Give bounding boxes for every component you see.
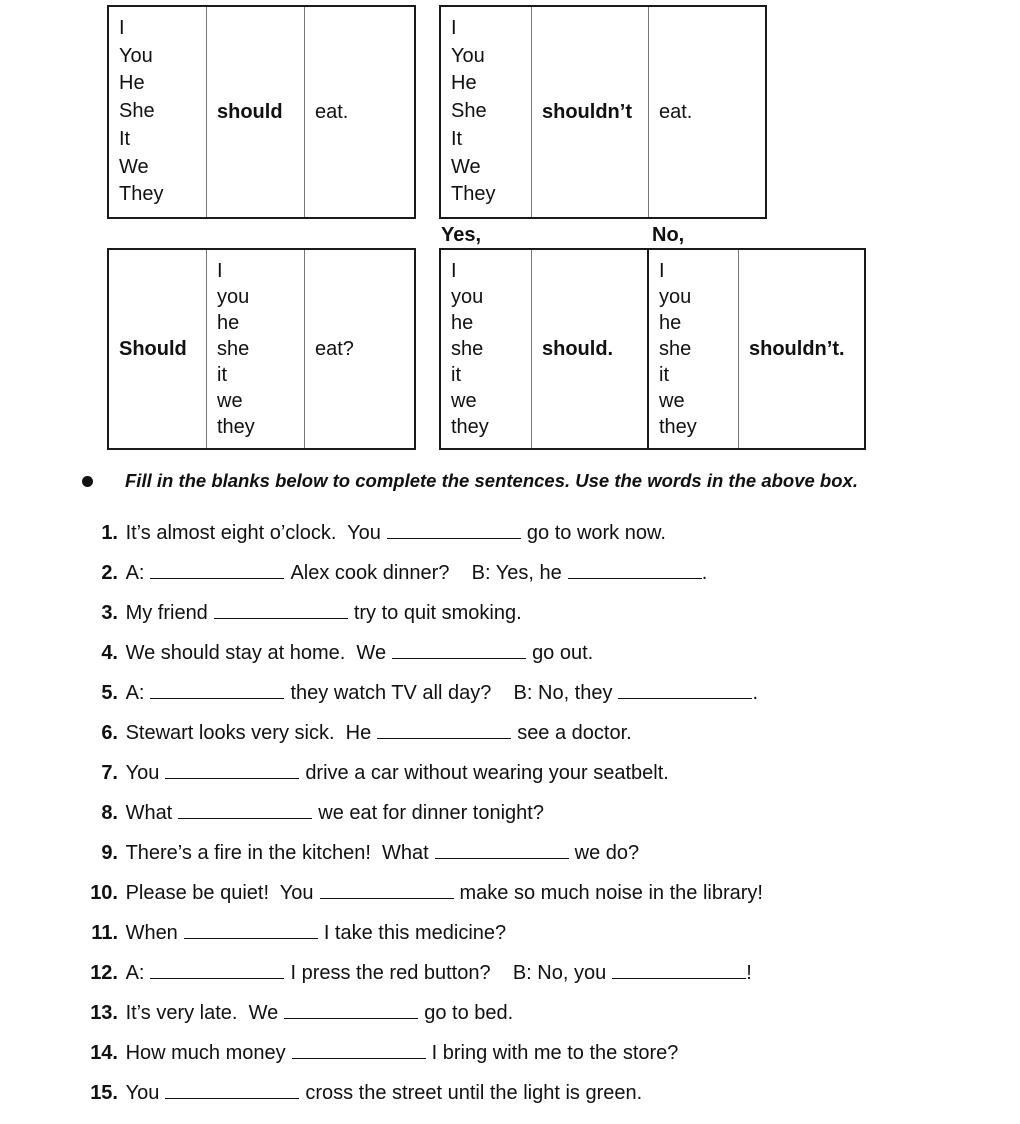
- exercise-text: You: [125, 762, 160, 784]
- exercise-number: 15.: [90, 1082, 118, 1104]
- exercise-item: [0, 922, 506, 952]
- pronoun: I: [217, 260, 223, 282]
- exercise-number: 8.: [101, 802, 118, 824]
- pronoun-column: [441, 7, 532, 217]
- pronoun-column: [207, 250, 305, 448]
- pronoun: I: [659, 260, 665, 282]
- affirmative-table: [107, 5, 416, 219]
- verb-text: eat.: [659, 100, 693, 123]
- exercise-number: 1.: [101, 522, 118, 544]
- exercise-number: 6.: [101, 722, 118, 744]
- exercise-text: Alex cook dinner? B: Yes, he: [290, 562, 562, 584]
- instruction-text: Fill in the blanks below to complete the sentences. Use the words in the above box.: [125, 470, 858, 491]
- pronoun: we: [451, 390, 477, 412]
- exercise-item: [0, 602, 522, 632]
- exercise-text: cross the street until the light is green.: [305, 1082, 643, 1104]
- pronoun: they: [217, 416, 255, 438]
- exercise-number: 10.: [90, 882, 118, 904]
- exercise-text: My friend: [125, 602, 208, 624]
- exercise-number: 3.: [101, 602, 118, 624]
- exercise-item: [0, 1002, 513, 1032]
- answer-blank[interactable]: [150, 577, 284, 579]
- pronoun: they: [659, 416, 697, 438]
- pronoun: They: [119, 183, 164, 206]
- pronoun: she: [659, 338, 692, 360]
- exercise-number: 2.: [101, 562, 118, 584]
- pronoun: She: [119, 100, 155, 123]
- exercise-item: [0, 682, 758, 712]
- exercise-text: I press the red button? B: No, you: [290, 962, 607, 984]
- pronoun: He: [451, 72, 477, 95]
- exercise-text: When: [125, 922, 178, 944]
- pronoun-column: [109, 7, 207, 217]
- pronoun: I: [451, 16, 457, 39]
- exercise-item: [0, 962, 752, 992]
- modal-cell: [532, 7, 649, 217]
- pronoun: it: [217, 364, 227, 386]
- negative-table: [439, 5, 767, 219]
- exercise-text: go to work now.: [526, 522, 666, 544]
- exercise-text: A:: [125, 962, 145, 984]
- pronoun: he: [451, 312, 474, 334]
- exercise-text: make so much noise in the library!: [459, 882, 763, 904]
- pronoun: It: [119, 127, 131, 150]
- exercise-text: It’s very late. We: [125, 1002, 279, 1024]
- exercise-item: [0, 842, 639, 872]
- no-modal-cell: [739, 250, 864, 448]
- answer-blank[interactable]: [284, 1017, 418, 1019]
- question-table: [107, 248, 416, 450]
- modal-text: should: [217, 100, 283, 123]
- modal-text: shouldn’t: [542, 100, 632, 123]
- exercise-text: I bring with me to the store?: [431, 1042, 679, 1064]
- yes-label: Yes,: [441, 224, 482, 246]
- pronoun: It: [451, 127, 463, 150]
- verb-text: eat.: [315, 100, 349, 123]
- answer-blank[interactable]: [165, 777, 299, 779]
- exercise-item: [0, 642, 593, 672]
- pronoun: you: [451, 286, 484, 308]
- answer-blank[interactable]: [377, 737, 511, 739]
- answer-blank[interactable]: [320, 897, 454, 899]
- instruction: [80, 470, 858, 492]
- exercise-item: [0, 562, 707, 592]
- pronoun: You: [451, 44, 485, 67]
- pronoun: he: [659, 312, 682, 334]
- exercise-text: There’s a fire in the kitchen! What: [125, 842, 429, 864]
- yes-modal-text: should.: [542, 337, 614, 360]
- exercise-number: 12.: [90, 962, 118, 984]
- pronoun: He: [119, 72, 145, 95]
- exercise-text: we do?: [574, 842, 640, 864]
- modal-text: Should: [119, 337, 187, 360]
- pronoun: it: [659, 364, 669, 386]
- exercise-item: [0, 722, 632, 752]
- pronoun: it: [451, 364, 461, 386]
- no-label: No,: [652, 224, 685, 246]
- exercise-text: go out.: [532, 642, 594, 664]
- no-modal-text: shouldn’t.: [749, 337, 845, 360]
- exercise-text: see a doctor.: [517, 722, 632, 744]
- pronoun: I: [451, 260, 457, 282]
- yes-modal-cell: [532, 250, 649, 448]
- exercise-text: drive a car without wearing your seatbelt.: [305, 762, 669, 784]
- pronoun: she: [217, 338, 250, 360]
- answer-blank[interactable]: [150, 977, 284, 979]
- pronoun: You: [119, 44, 153, 67]
- answer-blank[interactable]: [435, 857, 569, 859]
- yes-pronoun-column: [441, 250, 532, 448]
- answer-blank[interactable]: [292, 1057, 426, 1059]
- exercise-item: [0, 1042, 678, 1072]
- verb-cell: [305, 250, 414, 448]
- pronoun: they: [451, 416, 489, 438]
- exercise-text: What: [125, 802, 173, 824]
- exercise-number: 4.: [101, 642, 118, 664]
- verb-text: eat?: [315, 337, 354, 360]
- exercise-text: I take this medicine?: [323, 922, 507, 944]
- exercise-item: [0, 762, 669, 792]
- pronoun: They: [451, 183, 496, 206]
- answer-blank[interactable]: [214, 617, 348, 619]
- short-answers-table: [439, 248, 866, 450]
- exercise-text: Please be quiet! You: [125, 882, 314, 904]
- pronoun: We: [119, 155, 149, 178]
- exercise-text: they watch TV all day? B: No, they: [290, 682, 613, 704]
- exercise-text: we eat for dinner tonight?: [318, 802, 544, 824]
- exercise-text: How much money: [125, 1042, 286, 1064]
- answer-blank[interactable]: [392, 657, 526, 659]
- pronoun: we: [659, 390, 685, 412]
- exercise-item: [0, 802, 544, 832]
- exercise-text: It’s almost eight o’clock. You: [125, 522, 381, 544]
- exercise-text: A:: [125, 682, 145, 704]
- answer-blank[interactable]: [612, 977, 746, 979]
- exercise-number: 9.: [101, 842, 118, 864]
- exercise-text: try to quit smoking.: [353, 602, 522, 624]
- exercise-item: [0, 522, 666, 552]
- answer-blank[interactable]: [178, 817, 312, 819]
- pronoun: We: [451, 155, 481, 178]
- verb-cell: [305, 7, 414, 217]
- pronoun: you: [217, 286, 250, 308]
- pronoun: you: [659, 286, 692, 308]
- exercise-number: 5.: [101, 682, 118, 704]
- exercise-item: [0, 882, 763, 912]
- answer-blank[interactable]: [165, 1097, 299, 1099]
- answer-blank[interactable]: [387, 537, 521, 539]
- modal-cell: [109, 250, 207, 448]
- exercise-text: go to bed.: [424, 1002, 514, 1024]
- no-pronoun-column: [649, 250, 739, 448]
- answer-blank[interactable]: [150, 697, 284, 699]
- answer-blank[interactable]: [184, 937, 318, 939]
- exercise-number: 7.: [101, 762, 118, 784]
- exercise-text: You: [125, 1082, 160, 1104]
- exercise-text: We should stay at home. We: [125, 642, 387, 664]
- bullet-icon: [82, 476, 93, 487]
- modal-cell: [207, 7, 305, 217]
- exercise-text: .: [701, 562, 708, 584]
- pronoun: She: [451, 100, 487, 123]
- exercise-item: [0, 1082, 642, 1112]
- exercise-number: 13.: [90, 1002, 118, 1024]
- exercise-text: A:: [125, 562, 145, 584]
- answer-blank[interactable]: [618, 697, 752, 699]
- pronoun: he: [217, 312, 240, 334]
- exercise-number: 11.: [91, 922, 118, 944]
- exercise-text: !: [746, 962, 752, 984]
- pronoun: we: [217, 390, 243, 412]
- exercise-text: Stewart looks very sick. He: [125, 722, 372, 744]
- exercise-number: 14.: [90, 1042, 118, 1064]
- answer-blank[interactable]: [568, 577, 702, 579]
- exercise-text: .: [752, 682, 759, 704]
- verb-cell: [649, 7, 765, 217]
- pronoun: she: [451, 338, 484, 360]
- pronoun: I: [119, 16, 125, 39]
